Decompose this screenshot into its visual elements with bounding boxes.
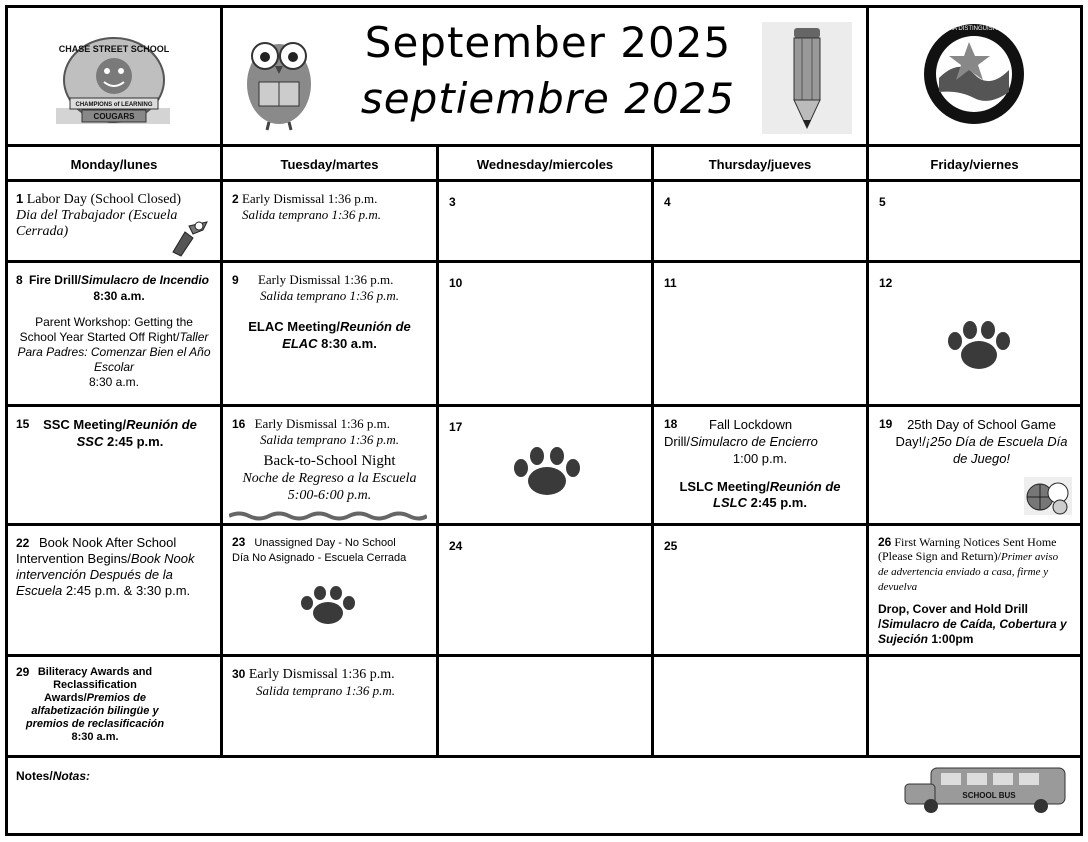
event-text-spanish: Primer aviso de advertencia enviado a casa, firme y devuelva <box>878 551 1059 593</box>
pencil-icon <box>762 22 852 134</box>
event-text-spanish: Día No Asignado - Escuela Cerrada <box>232 552 407 564</box>
day-cell-11 <box>654 263 866 404</box>
event-time: 2:45 p.m. <box>746 495 807 510</box>
day-cell-17 <box>439 407 651 523</box>
day-number: 19 <box>879 417 893 431</box>
day-number: 15 <box>16 417 30 431</box>
title-cell <box>223 8 866 144</box>
event-text-spanish: Salida temprano 1:36 p.m. <box>242 207 382 222</box>
day-number: 12 <box>879 276 893 290</box>
event-time: 5:00-6:00 p.m. <box>287 488 372 503</box>
event-text: Labor Day (School Closed) <box>26 192 182 207</box>
event-text-spanish: Simulacro de Incendio <box>80 273 210 287</box>
day-number: 29 <box>16 665 30 679</box>
event-text: Parent Workshop: Getting the School Year Started Off Right/ <box>19 315 193 344</box>
day-number: 25 <box>664 539 678 553</box>
event-time: 8:30 a.m. <box>88 375 140 389</box>
event-text-spanish: Taller Para Padres: Comenzar Bien el Año Escolar <box>17 330 211 374</box>
event-text-spanish: Salida temprano 1:36 p.m. <box>259 288 400 303</box>
weekday-header: Thursday/jueves <box>708 157 812 172</box>
school-logo-cell <box>8 8 220 144</box>
event-time: 8:30 a.m. <box>93 289 145 303</box>
day-cell-19 <box>869 407 1080 523</box>
paw-print-icon <box>297 586 359 626</box>
event-text: Unassigned Day - No School <box>254 537 396 549</box>
day-number: 24 <box>449 539 463 553</box>
event-text-spanish: Dia del Trabajador (Escuela Cerrada) <box>16 208 178 239</box>
notes-label-spanish: Notas: <box>52 769 91 783</box>
event-text: Fall Lockdown Drill/ <box>664 417 793 449</box>
event-text-spanish: Salida temprano 1:36 p.m. <box>256 683 396 698</box>
event-time: 8:30 a.m. <box>71 731 119 743</box>
day-cell-25 <box>654 526 866 654</box>
day-cell-9 <box>223 263 436 404</box>
event-time: 1:00 p.m. <box>732 451 788 466</box>
event-text: Fire Drill/ <box>28 273 81 287</box>
day-number: 3 <box>449 195 456 209</box>
event-text: Book Nook After School Intervention Begins/ <box>16 535 177 566</box>
event-text-spanish: ¡25o Día de Escuela Día de Juego! <box>925 434 1068 466</box>
event-time: 8:30 a.m. <box>317 336 377 351</box>
event-text: Early Dismissal 1:36 p.m. <box>254 416 391 431</box>
event-text-spanish: Simulacro de Caída, Cobertura y Sujeción <box>878 617 1067 646</box>
tools-hand-icon <box>163 218 211 258</box>
day-number: 16 <box>232 417 246 431</box>
notes-label: Notes/ <box>16 769 53 783</box>
day-cell-22 <box>8 526 220 654</box>
event-text: Early Dismissal 1:36 p.m. <box>248 667 395 682</box>
weekday-header: Friday/viernes <box>930 157 1019 172</box>
event-text-spanish: Simulacro de Encierro <box>690 434 818 449</box>
event-time: 2:45 p.m. <box>103 434 164 449</box>
day-cell-24 <box>439 526 651 654</box>
day-cell-empty <box>654 657 866 755</box>
calendar-grid <box>5 5 1083 836</box>
decorative-border <box>229 511 427 521</box>
day-cell-30 <box>223 657 436 755</box>
day-number: 18 <box>664 417 678 431</box>
day-cell-16 <box>223 407 436 523</box>
title-english: September 2025 <box>364 18 732 67</box>
event-text: ELAC Meeting/ <box>248 319 340 334</box>
day-number: 2 <box>232 192 239 206</box>
day-cell-10 <box>439 263 651 404</box>
day-number: 26 <box>878 535 892 549</box>
day-cell-empty <box>439 657 651 755</box>
event-time: 1:00pm <box>928 632 974 646</box>
event-text: Early Dismissal 1:36 p.m. <box>241 191 378 206</box>
svg-text:SCHOOL BUS: SCHOOL BUS <box>962 791 1016 800</box>
day-cell-empty <box>869 657 1080 755</box>
event-text: Biliteracy Awards and Reclassification Awards/ <box>37 666 153 704</box>
svg-text:A CALIFORNIA DISTINGUISHED SCH: A CALIFORNIA DISTINGUISHED SCHOOL <box>915 26 1033 32</box>
event-text: First Warning Notices Sent Home (Please Sign and Return)/ <box>878 535 1057 563</box>
day-number: 5 <box>879 195 886 209</box>
paw-print-icon <box>509 447 585 497</box>
day-number: 10 <box>449 276 463 290</box>
day-number: 9 <box>232 273 239 287</box>
event-text-spanish: Reunión de ELAC <box>282 319 411 351</box>
event-text-spanish: Noche de Regreso a la Escuela <box>242 471 417 486</box>
day-cell-1 <box>8 182 220 260</box>
day-cell-8 <box>8 263 220 404</box>
event-text: Back-to-School Night <box>263 453 396 469</box>
day-number: 4 <box>664 195 671 209</box>
day-cell-23 <box>223 526 436 654</box>
event-text: SSC Meeting/ <box>43 417 127 432</box>
day-cell-2 <box>223 182 436 260</box>
weekday-header: Tuesday/martes <box>280 157 379 172</box>
event-text-spanish: Reunión de SSC <box>76 417 197 449</box>
event-text-spanish: Salida temprano 1:36 p.m. <box>259 432 400 447</box>
event-text: Drop, Cover and Hold Drill / <box>878 602 1029 631</box>
day-number: 30 <box>232 667 246 681</box>
event-text: 25th Day of School Game Day!/ <box>895 417 1056 449</box>
cougars-logo <box>8 8 220 144</box>
sports-balls-icon <box>1024 477 1072 515</box>
weekday-header: Monday/lunes <box>70 157 158 172</box>
paw-print-icon <box>943 321 1015 371</box>
owl-icon <box>237 22 321 132</box>
svg-text:CHAMPIONS of LEARNING: CHAMPIONS of LEARNING <box>75 102 153 108</box>
title-spanish: septiembre 2025 <box>360 74 736 123</box>
day-number: 8 <box>16 273 23 287</box>
event-text: LSLC Meeting/ <box>679 479 770 494</box>
day-number: 17 <box>449 420 463 434</box>
day-cell-5 <box>869 182 1080 260</box>
day-cell-29 <box>8 657 220 755</box>
day-cell-12 <box>869 263 1080 404</box>
event-text: Early Dismissal 1:36 p.m. <box>257 272 394 287</box>
day-cell-4 <box>654 182 866 260</box>
distinguished-school-seal <box>869 8 1080 144</box>
svg-text:COUGARS: COUGARS <box>93 112 135 121</box>
weekday-header: Wednesday/miercoles <box>476 157 614 172</box>
day-cell-18 <box>654 407 866 523</box>
event-text-spanish: Reunión de LSLC <box>713 479 841 510</box>
svg-text:CHASE STREET SCHOOL: CHASE STREET SCHOOL <box>58 44 170 54</box>
day-number: 11 <box>664 276 677 290</box>
day-number: 1 <box>16 191 24 206</box>
event-text-spanish: Premios de alfabetización bilingüe y premios de reclasificación <box>25 692 165 730</box>
notes-section <box>8 758 1080 833</box>
school-bus-icon <box>901 764 1071 816</box>
distinguished-seal-cell <box>869 8 1080 144</box>
day-cell-26 <box>869 526 1080 654</box>
day-cell-15 <box>8 407 220 523</box>
day-number: 23 <box>232 535 246 549</box>
event-time: 2:45 p.m. & 3:30 p.m. <box>62 583 191 598</box>
day-number: 22 <box>16 536 30 550</box>
day-cell-3 <box>439 182 651 260</box>
event-text-spanish: Book Nook intervención Después de la Escuela <box>16 551 195 598</box>
